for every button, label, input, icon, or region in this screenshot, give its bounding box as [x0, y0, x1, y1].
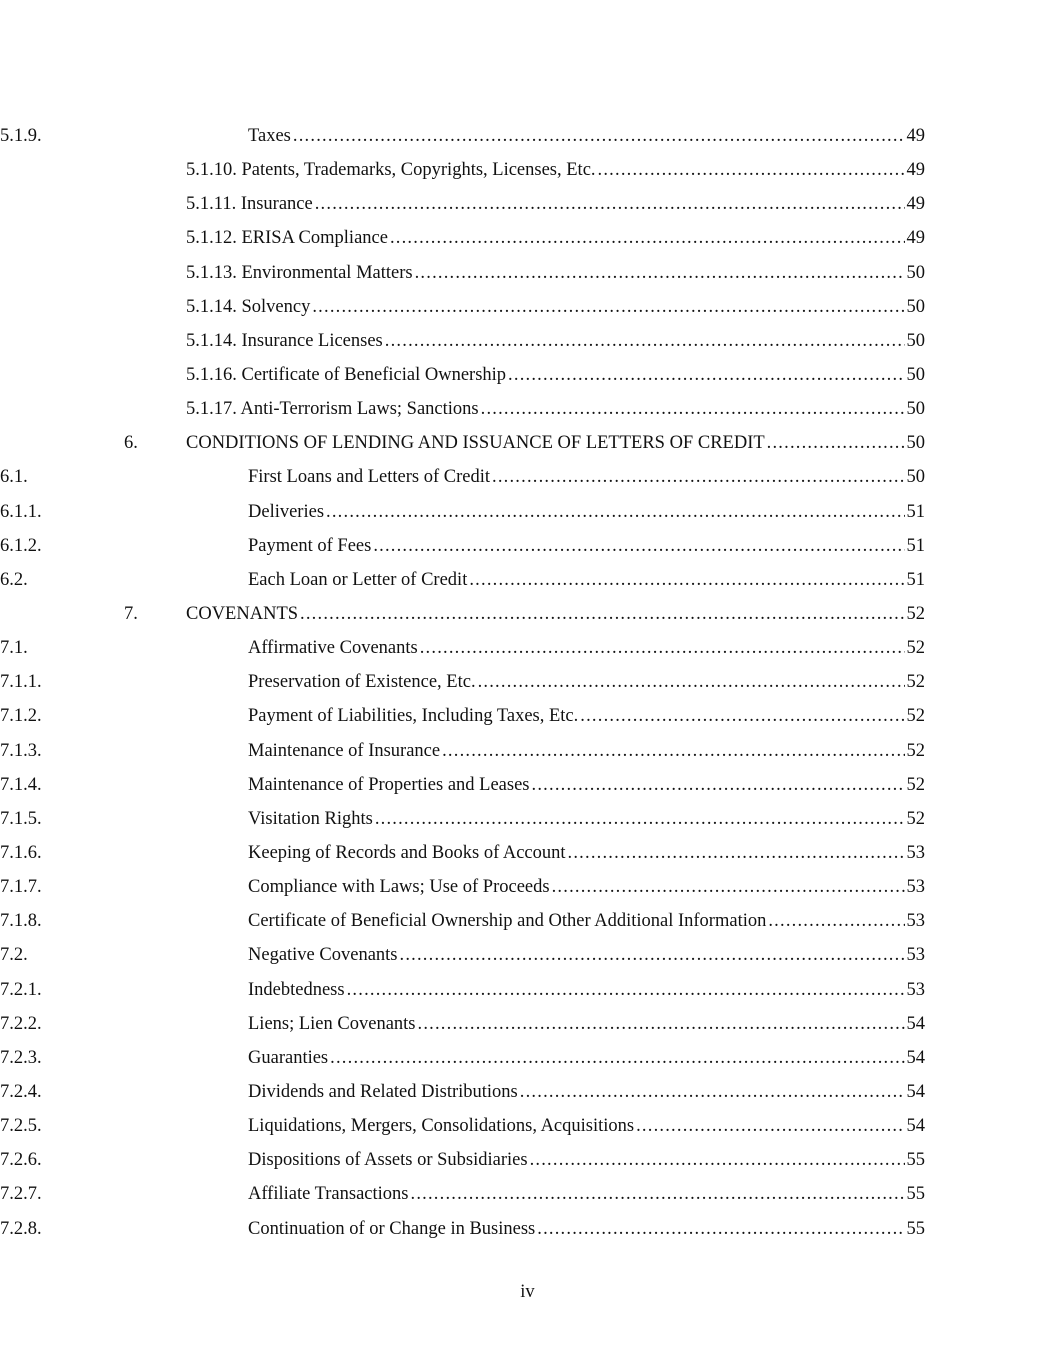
- dot-leader: [767, 426, 905, 460]
- toc-entry-line: [248, 802, 925, 836]
- toc-entry-page: 55: [906, 1150, 925, 1171]
- toc-entry-line: [248, 734, 925, 768]
- toc-entry-number: 7.1.1.: [0, 672, 42, 693]
- toc-entry-line: [248, 938, 925, 972]
- toc-entry-title: Continuation of or Change in Business: [248, 1218, 536, 1239]
- toc-entry-page: 52: [906, 740, 925, 761]
- toc-entry: [0, 153, 1055, 187]
- toc-entry: [0, 119, 1055, 153]
- toc-entry: [0, 1109, 1055, 1143]
- dot-leader: [478, 665, 905, 699]
- toc-entry-line: [248, 631, 925, 665]
- toc-entry-number: 6.1.: [0, 467, 28, 488]
- toc-entry-page: 52: [906, 603, 925, 624]
- toc-entry-page: 52: [906, 638, 925, 659]
- toc-entry-page: 50: [906, 330, 925, 351]
- dot-leader: [418, 1007, 905, 1041]
- toc-entry-title: Taxes: [248, 126, 291, 146]
- toc-entry-line: [186, 187, 925, 221]
- toc-entry-title: Liens; Lien Covenants: [248, 1013, 416, 1034]
- toc-entry-number: 7.2.7.: [0, 1184, 42, 1205]
- toc-entry-line: [186, 221, 925, 255]
- toc-entry-title: 5.1.14. Solvency: [186, 296, 311, 317]
- toc-entry-line: [186, 392, 925, 426]
- toc-entry-page: 49: [906, 228, 925, 249]
- toc-entry-page: 52: [906, 774, 925, 795]
- toc-entry-page: 55: [906, 1218, 925, 1239]
- toc-entry-number: 6.1.2.: [0, 535, 42, 556]
- toc-entry-number: 7.2.: [0, 945, 28, 966]
- toc-entry: [0, 495, 1055, 529]
- toc-entry-line: [248, 119, 925, 153]
- toc-entry-page: 50: [906, 399, 925, 420]
- dot-leader: [293, 119, 905, 153]
- toc-entry-title: Each Loan or Letter of Credit: [248, 569, 468, 590]
- toc-entry-page: 50: [906, 364, 925, 385]
- toc-entry-page: 55: [906, 1184, 925, 1205]
- toc-entry: [0, 665, 1055, 699]
- dot-leader: [598, 153, 905, 187]
- dot-leader: [312, 290, 904, 324]
- toc-entry-page: 54: [906, 1013, 925, 1034]
- toc-entry-title: Guaranties: [248, 1047, 329, 1068]
- dot-leader: [537, 1212, 904, 1246]
- toc-entry-page: 51: [906, 501, 925, 522]
- toc-entry-title: Visitation Rights: [248, 808, 373, 829]
- toc-entry-line: [248, 836, 925, 870]
- toc-entry-page: 50: [906, 467, 925, 488]
- toc-entry-page: 52: [906, 706, 925, 727]
- dot-leader: [508, 358, 904, 392]
- toc-entry-line: [248, 904, 925, 938]
- dot-leader: [768, 904, 904, 938]
- toc-entry-page: 54: [906, 1116, 925, 1137]
- toc-entry-line: [248, 460, 925, 494]
- toc-entry-title: 5.1.12. ERISA Compliance: [186, 228, 388, 249]
- dot-leader: [580, 699, 904, 733]
- toc-entry-title: Certificate of Beneficial Ownership and Other Additional Information: [248, 911, 767, 932]
- toc-entry-title: First Loans and Letters of Credit: [248, 467, 490, 488]
- toc-entry: [0, 426, 1055, 460]
- toc-entry-page: 50: [906, 262, 925, 283]
- toc-entry-page: 54: [906, 1081, 925, 1102]
- toc-entry: [0, 1212, 1055, 1246]
- dot-leader: [385, 324, 905, 358]
- dot-leader: [568, 836, 905, 870]
- dot-leader: [375, 802, 905, 836]
- toc-entry-line: [186, 426, 925, 460]
- toc-entry-page: 54: [906, 1047, 925, 1068]
- toc-entry-title: Maintenance of Insurance: [248, 740, 441, 761]
- toc-entry-number: 7.2.6.: [0, 1150, 42, 1171]
- toc-entry: [0, 290, 1055, 324]
- toc-entry-title: 5.1.14. Insurance Licenses: [186, 330, 383, 351]
- toc-entry-page: 52: [906, 672, 925, 693]
- toc-entry-number: 7.1.7.: [0, 877, 42, 898]
- dot-leader: [636, 1109, 904, 1143]
- dot-leader: [442, 734, 904, 768]
- toc-entry: [0, 631, 1055, 665]
- toc-entry-title: Affiliate Transactions: [248, 1184, 409, 1205]
- dot-leader: [347, 973, 905, 1007]
- dot-leader: [492, 460, 905, 494]
- toc-entry-number: 5.1.9.: [0, 126, 42, 146]
- toc-entry-number: 7.1.4.: [0, 774, 42, 795]
- toc-entry: [0, 324, 1055, 358]
- toc-entry: [0, 836, 1055, 870]
- dot-leader: [390, 221, 905, 255]
- toc-entry: [0, 1075, 1055, 1109]
- toc-entry-title: 5.1.13. Environmental Matters: [186, 262, 413, 283]
- toc-entry-number: 7.1.8.: [0, 911, 42, 932]
- toc-entry-page: 53: [906, 979, 925, 1000]
- dot-leader: [552, 870, 905, 904]
- toc-entry-line: [248, 1143, 925, 1177]
- toc-entry-title: Negative Covenants: [248, 945, 398, 966]
- dot-leader: [530, 1143, 905, 1177]
- toc-entry-number: 7.2.1.: [0, 979, 42, 1000]
- toc-entry-line: [186, 153, 925, 187]
- dot-leader: [411, 1177, 905, 1211]
- toc-entry: [0, 768, 1055, 802]
- toc-entry-number: 7.1.6.: [0, 842, 42, 863]
- toc-entry-title: Dispositions of Assets or Subsidiaries: [248, 1150, 528, 1171]
- toc-entry-line: [186, 256, 925, 290]
- toc-entry-line: [248, 495, 925, 529]
- dot-leader: [326, 495, 904, 529]
- toc-entry: [0, 870, 1055, 904]
- dot-leader: [315, 187, 905, 221]
- toc-entry: [0, 358, 1055, 392]
- toc-entry-number: 7.1.2.: [0, 706, 42, 727]
- toc-entry-number: 7.1.5.: [0, 808, 42, 829]
- toc-entry-line: [248, 973, 925, 1007]
- toc-entry-line: [248, 699, 925, 733]
- toc-entry-title: Deliveries: [248, 501, 325, 522]
- toc-entry-line: [248, 1075, 925, 1109]
- toc-entry: [0, 734, 1055, 768]
- toc-entry: [0, 973, 1055, 1007]
- toc-entry-page: 51: [906, 569, 925, 590]
- toc-entry: [0, 1007, 1055, 1041]
- page-number: iv: [520, 1282, 535, 1302]
- toc-entry-title: Keeping of Records and Books of Account: [248, 842, 566, 863]
- toc-entry-line: [248, 1109, 925, 1143]
- dot-leader: [532, 768, 905, 802]
- toc-entry-page: 49: [906, 160, 925, 181]
- dot-leader: [400, 938, 905, 972]
- toc-entry-number: 7.2.2.: [0, 1013, 42, 1034]
- toc-entry-page: 53: [906, 911, 925, 932]
- toc-entry: [0, 802, 1055, 836]
- dot-leader: [373, 529, 904, 563]
- toc-entry-number: 7.2.4.: [0, 1081, 42, 1102]
- dot-leader: [300, 597, 904, 631]
- toc-entry-line: [248, 768, 925, 802]
- dot-leader: [469, 563, 904, 597]
- dot-leader: [520, 1075, 905, 1109]
- toc-entry-title: Liquidations, Mergers, Consolidations, Acquisitions: [248, 1116, 635, 1137]
- toc-entry-page: 53: [906, 945, 925, 966]
- toc-entry-line: [248, 563, 925, 597]
- dot-leader: [481, 392, 905, 426]
- dot-leader: [420, 631, 905, 665]
- toc-entry-title: Affirmative Covenants: [248, 638, 418, 659]
- toc-entry-title: Preservation of Existence, Etc.: [248, 672, 476, 693]
- toc-entry-number: 7.: [124, 603, 138, 624]
- toc-entry: [0, 597, 1055, 631]
- toc-entry: [0, 1177, 1055, 1211]
- toc-entry-title: CONDITIONS OF LENDING AND ISSUANCE OF LETTERS OF CREDIT: [186, 433, 765, 454]
- toc-entry-title: 5.1.17. Anti-Terrorism Laws; Sanctions: [186, 399, 479, 420]
- toc-entry: [0, 1041, 1055, 1075]
- toc-entry-line: [186, 324, 925, 358]
- toc-entry-page: 51: [906, 535, 925, 556]
- toc-entry-line: [186, 290, 925, 324]
- toc-entry-number: 7.1.3.: [0, 740, 42, 761]
- toc-entry-title: 5.1.11. Insurance: [186, 194, 313, 215]
- toc-entry-title: Payment of Fees: [248, 535, 372, 556]
- toc-entry: [0, 256, 1055, 290]
- toc-entry-title: 5.1.10. Patents, Trademarks, Copyrights, Licenses, Etc.: [186, 160, 596, 181]
- dot-leader: [415, 256, 905, 290]
- toc-entry-page: 50: [906, 433, 925, 454]
- toc-entry-title: COVENANTS: [186, 603, 299, 624]
- toc-entry-page: 49: [906, 194, 925, 215]
- toc-entry-page: 50: [906, 296, 925, 317]
- toc-entry-line: [248, 529, 925, 563]
- toc-entry: [0, 187, 1055, 221]
- toc-entry-number: 7.2.5.: [0, 1116, 42, 1137]
- toc-entry: [0, 938, 1055, 972]
- toc-entry-title: Indebtedness: [248, 979, 345, 1000]
- toc-entry-number: 7.1.: [0, 638, 28, 659]
- toc-entry-line: [248, 665, 925, 699]
- toc-entry-title: Compliance with Laws; Use of Proceeds: [248, 877, 550, 898]
- toc-entry-title: Maintenance of Properties and Leases: [248, 774, 530, 795]
- toc-entry: [0, 699, 1055, 733]
- toc-entry: [0, 1143, 1055, 1177]
- toc-entry-line: [248, 870, 925, 904]
- toc-entry: [0, 563, 1055, 597]
- toc-entry: [0, 904, 1055, 938]
- toc-entry-number: 7.2.8.: [0, 1218, 42, 1239]
- toc-entry-page: 53: [906, 877, 925, 898]
- toc-entry-page: 52: [906, 808, 925, 829]
- toc-entry: [0, 392, 1055, 426]
- toc-entry-page: 49: [906, 126, 925, 146]
- toc-entry-number: 7.2.3.: [0, 1047, 42, 1068]
- toc-entry-title: Payment of Liabilities, Including Taxes, Etc.: [248, 706, 579, 727]
- toc-entry: [0, 529, 1055, 563]
- toc-entry-line: [248, 1177, 925, 1211]
- toc-entry-page: 53: [906, 842, 925, 863]
- toc-entry-title: 5.1.16. Certificate of Beneficial Ownership: [186, 364, 507, 385]
- toc-entry-number: 6.2.: [0, 569, 28, 590]
- toc-entry-line: [186, 358, 925, 392]
- toc-entry-line: [186, 597, 925, 631]
- table-of-contents: [0, 119, 1055, 1246]
- toc-entry: [0, 221, 1055, 255]
- toc-entry-number: 6.1.1.: [0, 501, 42, 522]
- toc-entry-line: [248, 1212, 925, 1246]
- toc-entry-line: [248, 1041, 925, 1075]
- toc-entry-number: 6.: [124, 433, 138, 454]
- toc-entry-title: Dividends and Related Distributions: [248, 1081, 518, 1102]
- toc-entry: [0, 460, 1055, 494]
- toc-entry-line: [248, 1007, 925, 1041]
- dot-leader: [330, 1041, 904, 1075]
